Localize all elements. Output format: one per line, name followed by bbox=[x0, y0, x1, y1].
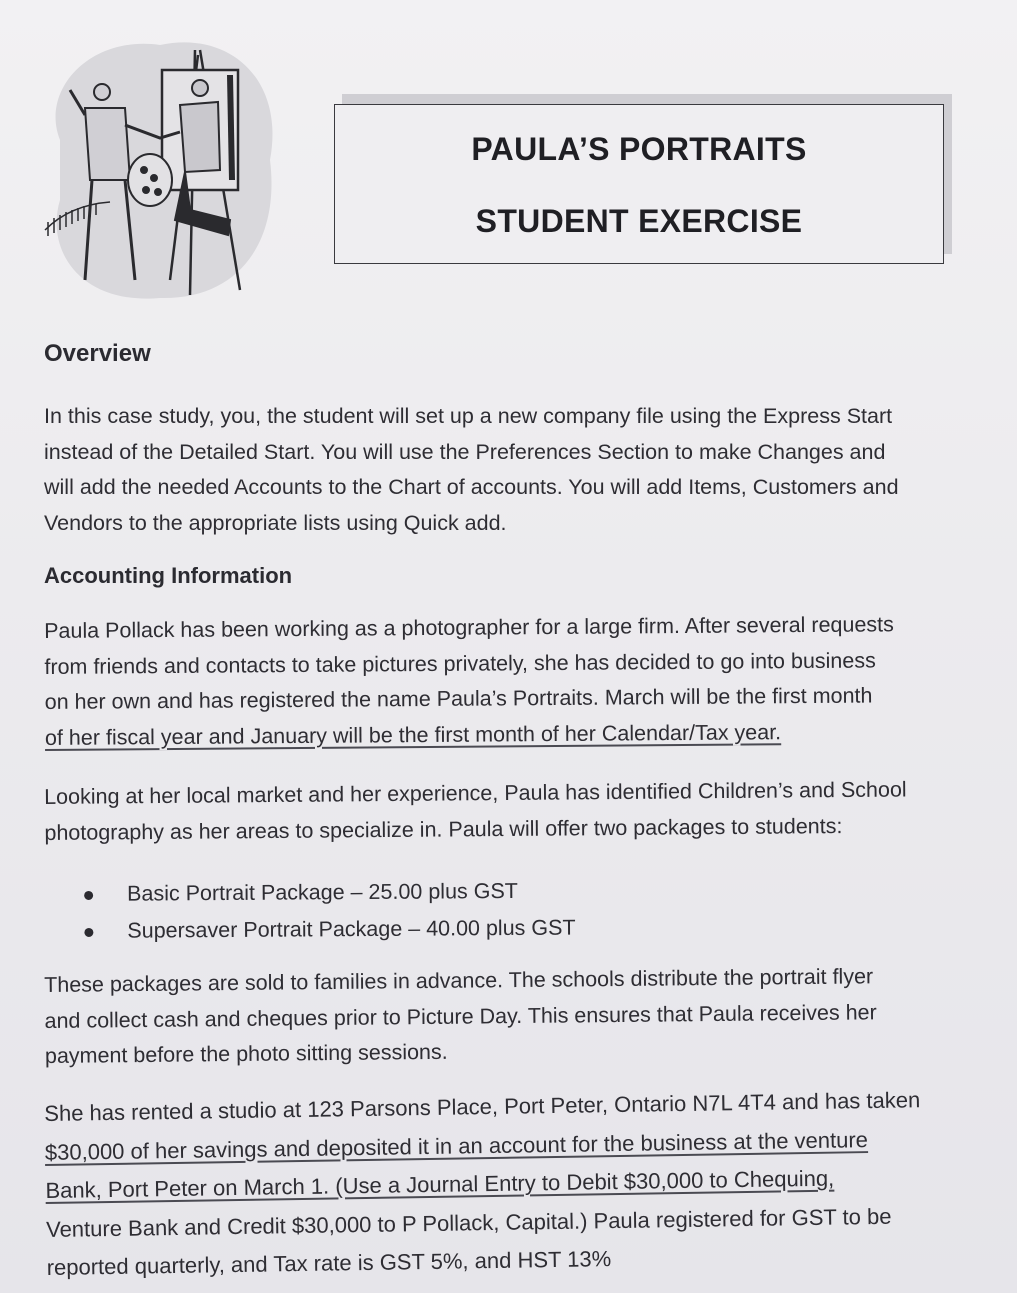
paragraph-line: reported quarterly, and Tax rate is GST 5%, and HST 13% bbox=[46, 1246, 612, 1280]
list-item bbox=[80, 873, 575, 913]
paragraph-line: These packages are sold to families in advance. The schools distribute the portrait flyer bbox=[44, 964, 874, 997]
paragraph-line: Paula Pollack has been working as a photographer for a large firm. After several requests bbox=[44, 612, 894, 643]
overview-line: In this case study, you, the student will set up a new company file using the Express Start bbox=[44, 404, 893, 428]
sales-paragraph bbox=[44, 959, 877, 1074]
paragraph-line: Bank, Port Peter on March 1. (Use a Journal Entry to Debit $30,000 to Chequing, bbox=[45, 1165, 835, 1203]
overview-line: instead of the Detailed Start. You will use the Preferences Section to make Changes and bbox=[44, 439, 886, 464]
paragraph-line: Venture Bank and Credit $30,000 to P Pollack, Capital.) Paula registered for GST to be bbox=[45, 1203, 892, 1242]
background-paragraph bbox=[44, 607, 895, 756]
studio-paragraph bbox=[44, 1081, 923, 1287]
list-item bbox=[80, 910, 575, 950]
overview-line: will add the needed Accounts to the Chart of accounts. You will add Items, Customers and bbox=[44, 475, 899, 499]
bullet-icon bbox=[84, 928, 93, 937]
document-subtitle: STUDENT EXERCISE bbox=[475, 203, 803, 239]
package-list bbox=[80, 873, 576, 950]
artist-handshake-easel-illustration-icon bbox=[40, 30, 280, 310]
paragraph-line: photography as her areas to specialize in. Paula will offer two packages to students: bbox=[44, 813, 843, 845]
overview-paragraph bbox=[44, 399, 899, 541]
overview-line: Vendors to the appropriate lists using Quick add. bbox=[44, 510, 507, 535]
paragraph-line: She has rented a studio at 123 Parsons Place, Port Peter, Ontario N7L 4T4 and has taken bbox=[44, 1087, 921, 1126]
package-label: Supersaver Portrait Package – 40.00 plus GST bbox=[127, 915, 576, 943]
market-paragraph bbox=[44, 772, 907, 851]
paragraph-line: on her own and has registered the name Paula’s Portraits. March will be the first month bbox=[44, 683, 873, 714]
title-box bbox=[334, 104, 944, 264]
paragraph-line: Looking at her local market and her experience, Paula has identified Children’s and School bbox=[44, 777, 907, 809]
paragraph-line: and collect cash and cheques prior to Picture Day. This ensures that Paula receives her bbox=[44, 999, 877, 1033]
bullet-icon bbox=[84, 891, 93, 900]
accounting-heading: Accounting Information bbox=[44, 563, 293, 588]
package-label: Basic Portrait Package – 25.00 plus GST bbox=[127, 878, 518, 906]
document-title: PAULA’S PORTRAITS bbox=[471, 131, 807, 167]
overview-heading: Overview bbox=[44, 340, 151, 367]
paragraph-line: payment before the photo sitting sessions. bbox=[44, 1039, 448, 1068]
paragraph-line: from friends and contacts to take pictures privately, she has decided to go into business bbox=[44, 647, 876, 679]
paragraph-line: of her fiscal year and January will be the first month of her Calendar/Tax year. bbox=[44, 719, 782, 750]
paragraph-line: $30,000 of her savings and deposited it in an account for the business at the venture bbox=[44, 1126, 869, 1165]
